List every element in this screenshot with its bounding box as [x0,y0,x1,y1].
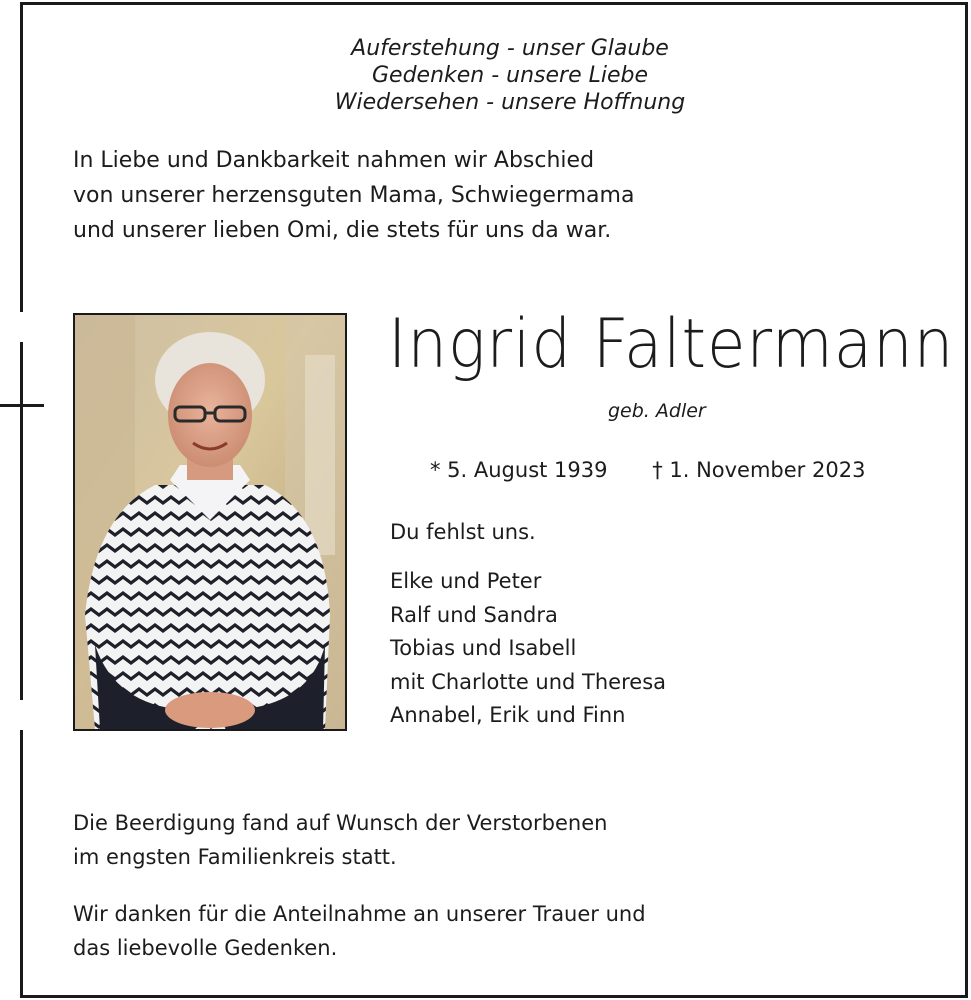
portrait-photo [73,313,347,731]
intro-line: und unserer lieben Omi, die stets für uns da war. [73,218,612,243]
motto-line: Wiedersehen - unsere Hoffnung [334,90,686,115]
motto-line: Auferstehung - unser Glaube [351,36,669,61]
frame-top-border [20,2,968,5]
maiden-name: geb. Adler [608,400,706,422]
burial-note [73,806,607,874]
burial-line: Die Beerdigung fand auf Wunsch der Verstorbenen [73,811,608,835]
intro-line: In Liebe und Dankbarkeit nahmen wir Abschied [73,148,595,173]
intro-text [73,143,773,248]
cross-icon [0,404,44,407]
frame-left-border [20,2,23,312]
death-date: † 1. November 2023 [652,458,866,482]
motto-line: Gedenken - unsere Liebe [371,63,649,88]
frame-bottom-border [20,995,968,998]
life-dates [430,458,865,482]
intro-line: von unserer herzensguten Mama, Schwiegermama [73,183,635,208]
birth-date: * 5. August 1939 [430,458,608,482]
burial-line: im engsten Familienkreis statt. [73,845,397,869]
mourner: Annabel, Erik und Finn [390,703,626,727]
message: Du fehlst uns. [390,520,536,544]
thanks-line: das liebevolle Gedenken. [73,936,338,960]
mourner: Tobias und Isabell [390,636,577,660]
mourners-list [390,565,666,733]
thanks-line: Wir danken für die Anteilnahme an unserer Trauer und [73,902,646,926]
memorial-motto [250,35,770,116]
mourner: mit Charlotte und Theresa [390,669,667,694]
mourner: Elke und Peter [390,569,542,593]
frame-left-border-lower [20,730,23,998]
thanks-note [73,897,646,965]
deceased-name: Ingrid Faltermann [388,305,955,384]
cross-vertical-beam [20,342,23,700]
frame-right-border [965,2,968,998]
mourner: Ralf und Sandra [390,602,558,627]
